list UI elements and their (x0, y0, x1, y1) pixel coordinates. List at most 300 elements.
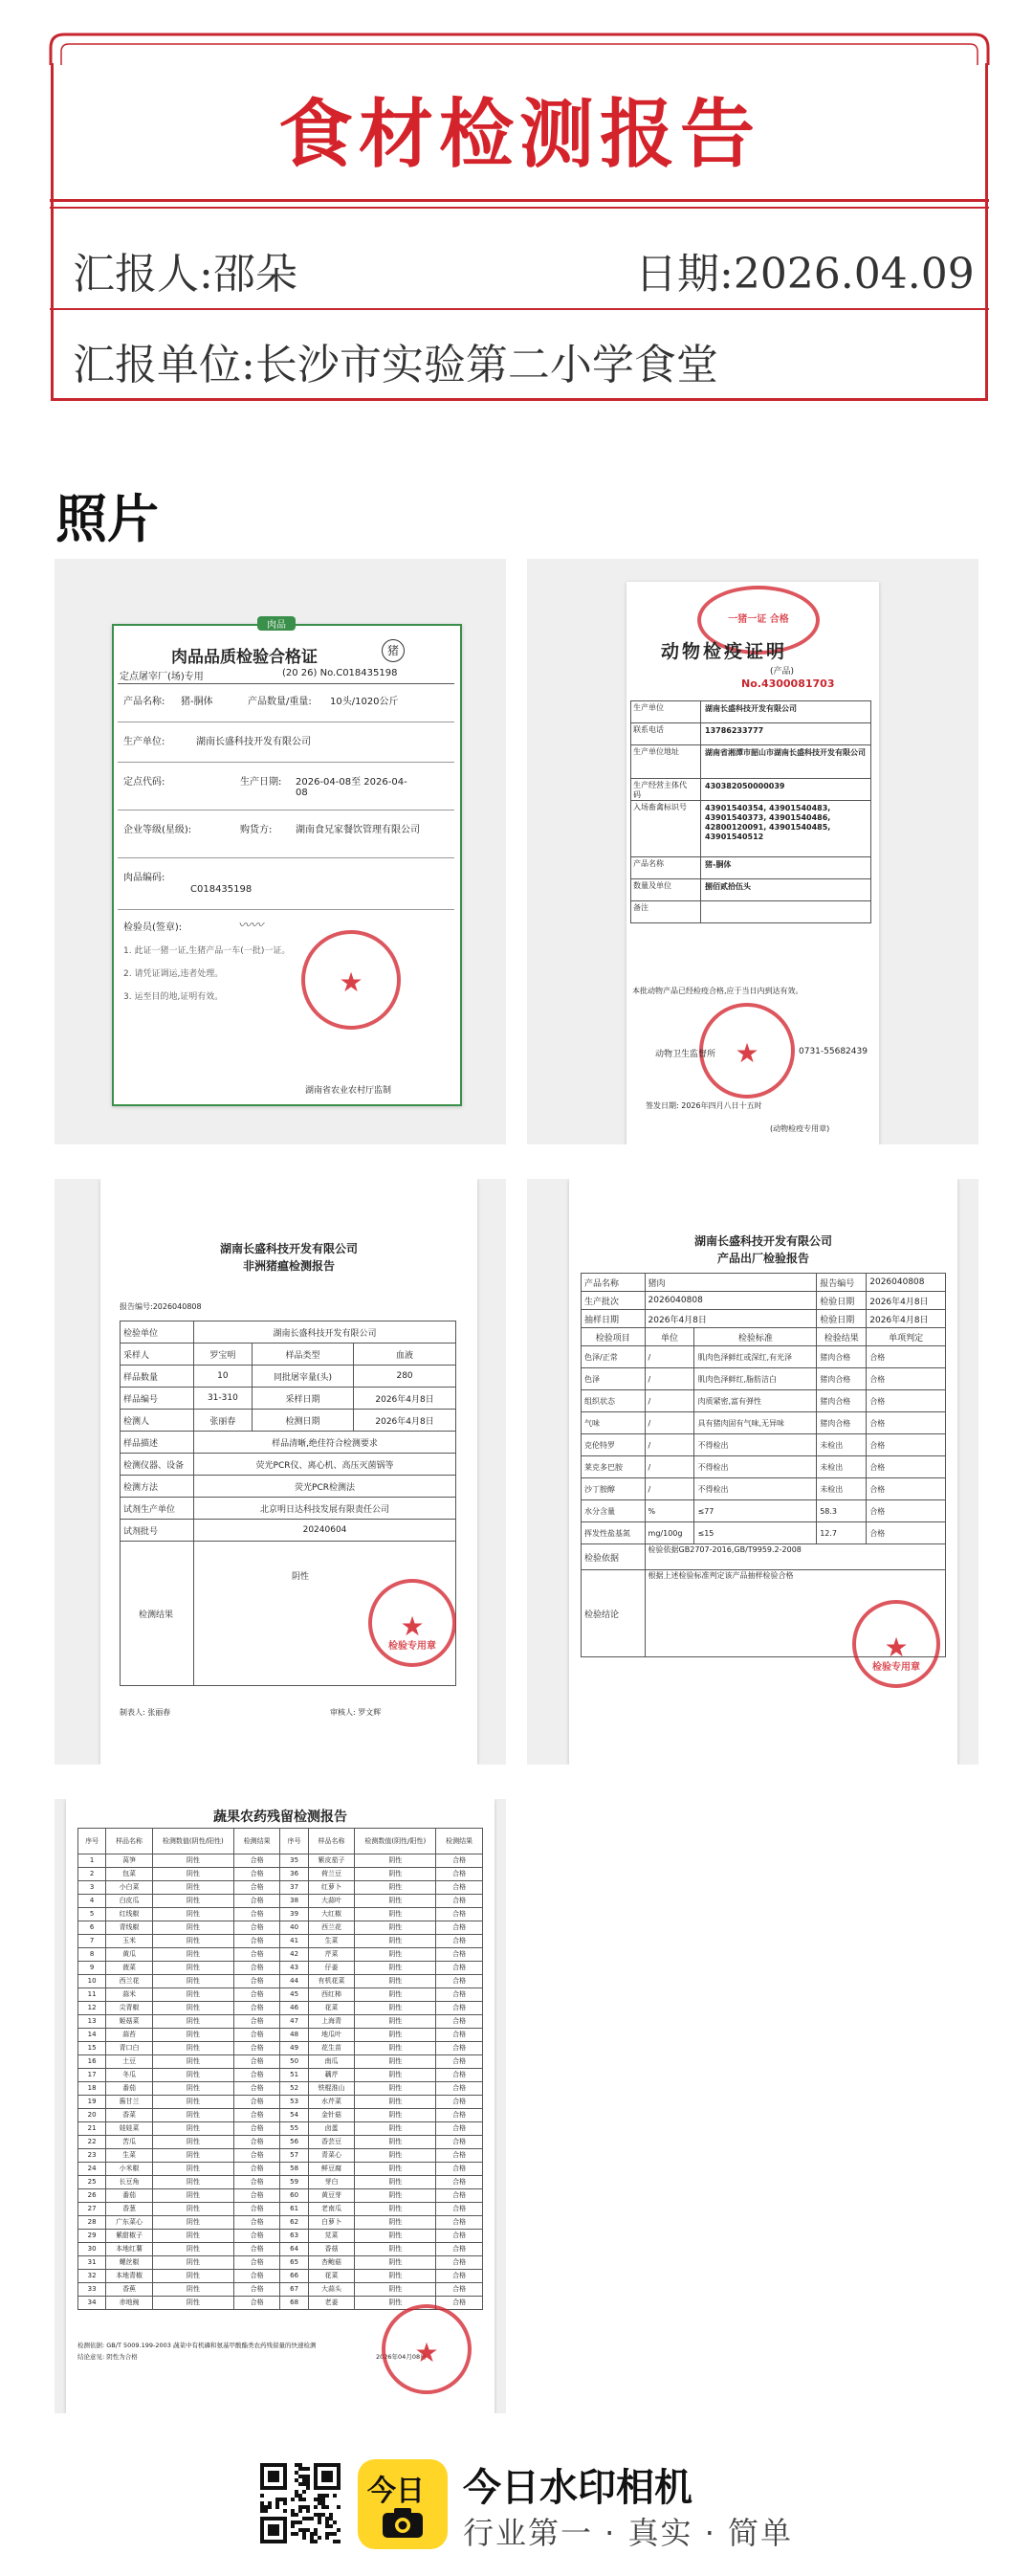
pesticide-cell: 阴性 (152, 2216, 233, 2230)
pesticide-row (78, 2122, 483, 2136)
pesticide-header-cell: 检测结果 (233, 1829, 280, 1854)
pesticide-row (78, 2176, 483, 2189)
pesticide-cell: 合格 (436, 1908, 483, 1921)
pesticide-cell: 地瓜叶 (308, 2029, 355, 2042)
pesticide-cell: 合格 (233, 2002, 280, 2015)
cert-subtitle: 定点屠宰厂(场)专用 (120, 672, 204, 682)
pesticide-row (78, 1935, 483, 1948)
pesticide-cell: 阴性 (152, 2109, 233, 2122)
pesticide-cell: 冬瓜 (106, 2069, 153, 2082)
factory-item-row (582, 1346, 946, 1368)
pesticide-row (78, 1948, 483, 1962)
pesticide-cell: 螺丝椒 (106, 2256, 153, 2270)
factory-item-row (582, 1500, 946, 1522)
pesticide-cell: 合格 (436, 2243, 483, 2256)
pesticide-table (77, 1828, 483, 2310)
cert-note-3: 3. 运至目的地,证明有效。 (123, 992, 224, 1002)
pesticide-cell: 合格 (233, 2096, 280, 2109)
pesticide-cell: 15 (78, 2042, 106, 2055)
pesticide-row (78, 2283, 483, 2297)
factory-cell: 检验项目 (582, 1328, 646, 1346)
photo-animal-quarantine[interactable] (527, 559, 978, 1144)
quarantine-row-key: 数量及单位 (633, 881, 671, 890)
pesticide-row (78, 2189, 483, 2203)
pesticide-cell: 阴性 (355, 1935, 436, 1948)
factory-cell: / (645, 1390, 694, 1412)
pesticide-cell: 合格 (233, 2015, 280, 2029)
pesticide-cell: 老南瓜 (308, 2203, 355, 2216)
asf-row (121, 1366, 456, 1388)
pesticide-header-cell: 检测数值(阴性/阳性) (355, 1829, 436, 1854)
pesticide-cell: 阴性 (355, 2230, 436, 2243)
factory-cell: 合格 (867, 1522, 946, 1544)
pesticide-cell: 47 (280, 2015, 308, 2029)
quarantine-subtitle: (产品) (770, 667, 795, 677)
pesticide-cell: 31 (78, 2256, 106, 2270)
pesticide-cell: 58 (280, 2163, 308, 2176)
factory-cell: 不得检出 (694, 1434, 817, 1456)
pesticide-cell: 合格 (233, 2189, 280, 2203)
pesticide-cell: 紫甜椒子 (106, 2230, 153, 2243)
pesticide-cell: 合格 (436, 2122, 483, 2136)
asf-red-stamp: ★ 检验专用章 (368, 1579, 456, 1667)
quarantine-row (630, 901, 871, 923)
pesticide-cell: 合格 (233, 1895, 280, 1908)
pesticide-cell: 阴性 (152, 2042, 233, 2055)
factory-cell: 猪肉合格 (817, 1368, 867, 1390)
qr-code-icon[interactable] (256, 2459, 344, 2547)
factory-cell: 2026年4月8日 (645, 1310, 817, 1328)
pesticide-cell: 合格 (436, 1881, 483, 1895)
pesticide-cell: 阴性 (355, 2149, 436, 2163)
factory-cell: 合格 (867, 1368, 946, 1390)
pesticide-cell: 阴性 (355, 2096, 436, 2109)
pesticide-cell: 青口白 (106, 2042, 153, 2055)
pesticide-cell: 阴性 (355, 2042, 436, 2055)
pesticide-cell: 合格 (233, 1921, 280, 1935)
factory-cell: 合格 (867, 1500, 946, 1522)
pesticide-row (78, 2096, 483, 2109)
pesticide-cell: 44 (280, 1975, 308, 1988)
pesticide-row (78, 2015, 483, 2029)
factory-cell: 组织状态 (582, 1390, 646, 1412)
pesticide-cell: 合格 (233, 2283, 280, 2297)
quarantine-row-value: 湖南省湘潭市韶山市湖南长盛科技开发有限公司 (700, 745, 868, 778)
title-divider (50, 199, 989, 202)
pesticide-row (78, 1921, 483, 1935)
pesticide-cell: 合格 (233, 2256, 280, 2270)
factory-cell: 产品名称 (582, 1274, 646, 1292)
pesticide-cell: 合格 (233, 1975, 280, 1988)
pesticide-title: 蔬果农药残留检测报告 (213, 1810, 347, 1825)
pesticide-cell: 合格 (436, 2002, 483, 2015)
factory-cell: 莱克多巴胺 (582, 1456, 646, 1478)
quarantine-title: 动物检疫证明 (661, 641, 788, 662)
pesticide-cell: 26 (78, 2189, 106, 2203)
pesticide-cell: 阴性 (355, 2256, 436, 2270)
pesticide-cell: 蒜米 (106, 1988, 153, 2002)
pesticide-cell: 南瓜 (308, 2055, 355, 2069)
pesticide-cell: 27 (78, 2203, 106, 2216)
asf-paper (100, 1179, 477, 1765)
pesticide-cell: 西兰花 (106, 1975, 153, 1988)
factory-header-row (582, 1274, 946, 1292)
cert-producer-value: 湖南长盛科技开发有限公司 (196, 737, 311, 747)
reporter-label: 汇报人:邵朵 (73, 250, 297, 299)
factory-cell: 合格 (867, 1346, 946, 1368)
pesticide-cell: 阴性 (355, 2243, 436, 2256)
pesticide-cell: 蒜苔 (106, 2029, 153, 2042)
pesticide-cell: 长豆角 (106, 2176, 153, 2189)
pesticide-cell: 阴性 (355, 1854, 436, 1868)
pesticide-cell: 合格 (233, 2055, 280, 2069)
cert-code-value: C018435198 (190, 884, 253, 895)
pesticide-cell: 生菜 (106, 2149, 153, 2163)
asf-reviewer: 审核人: 罗文辉 (330, 1708, 382, 1717)
pesticide-cell: 铁棍淮山 (308, 2082, 355, 2096)
factory-cell: 猪肉 (645, 1274, 817, 1292)
asf-cell: 罗宝明 (194, 1344, 253, 1366)
pesticide-row (78, 2230, 483, 2243)
pesticide-cell: 阴性 (355, 1868, 436, 1881)
asf-cell: 2026年4月8日 (354, 1410, 456, 1432)
header-frame-ornament (48, 29, 991, 67)
pesticide-cell: 阴性 (355, 2122, 436, 2136)
pesticide-cell: 13 (78, 2015, 106, 2029)
pesticide-cell: 39 (280, 1908, 308, 1921)
asf-cell: 检测仪器、设备 (121, 1454, 194, 1476)
pesticide-cell: 62 (280, 2216, 308, 2230)
camera-icon (381, 2507, 425, 2540)
pesticide-cell: 30 (78, 2243, 106, 2256)
pesticide-cell: 阴性 (152, 1881, 233, 1895)
factory-cell: / (645, 1456, 694, 1478)
quarantine-row (630, 879, 871, 901)
pesticide-cell: 阴性 (152, 2176, 233, 2189)
pesticide-row (78, 2149, 483, 2163)
asf-cell: 荧光PCR仪、离心机、高压灭菌锅等 (194, 1454, 456, 1476)
pesticide-cell: 阴性 (152, 2122, 233, 2136)
quarantine-red-stamp: ★ (699, 1003, 795, 1099)
factory-cell: 猪肉合格 (817, 1346, 867, 1368)
factory-cell: ≤15 (694, 1522, 817, 1544)
photo-pesticide-report[interactable] (55, 1799, 506, 2413)
pesticide-row (78, 1854, 483, 1868)
quarantine-row-value (700, 901, 868, 922)
pesticide-cell: 本地红薯 (106, 2243, 153, 2256)
pesticide-cell: 合格 (233, 2136, 280, 2149)
pesticide-cell: 芽白 (308, 2176, 355, 2189)
factory-item-row (582, 1390, 946, 1412)
factory-cell: 2026年4月8日 (867, 1292, 946, 1310)
asf-cell: 同批屠宰量(头) (252, 1366, 353, 1388)
pesticide-cell: 66 (280, 2270, 308, 2283)
pesticide-cell: 32 (78, 2270, 106, 2283)
pesticide-cell: 花菜 (308, 2002, 355, 2015)
factory-cell: 肌肉色泽鲜红或深红,有光泽 (694, 1346, 817, 1368)
pesticide-cell: 合格 (436, 1948, 483, 1962)
pesticide-header-cell: 序号 (280, 1829, 308, 1854)
factory-cell: 色泽/正常 (582, 1346, 646, 1368)
factory-paper (569, 1179, 957, 1765)
app-icon[interactable] (358, 2459, 448, 2549)
pesticide-cell: 阴性 (152, 2189, 233, 2203)
factory-cell: 合格 (867, 1456, 946, 1478)
pesticide-row (78, 2029, 483, 2042)
cert-badge: 肉品 (257, 616, 296, 631)
quarantine-row (630, 801, 871, 857)
asf-cell: 样品类型 (252, 1344, 353, 1366)
pesticide-cell: 阴性 (152, 1935, 233, 1948)
pesticide-cell: 阴性 (152, 2055, 233, 2069)
asf-cell: 湖南长盛科技开发有限公司 (194, 1321, 456, 1344)
pesticide-cell: 仔姜 (308, 1962, 355, 1975)
pesticide-cell: 合格 (436, 1854, 483, 1868)
pesticide-cell: 阴性 (152, 2243, 233, 2256)
pesticide-cell: 阴性 (355, 1921, 436, 1935)
quarantine-row-value: 430382050000039 (700, 779, 868, 800)
factory-cell: 猪肉合格 (817, 1412, 867, 1434)
pesticide-cell: 3 (78, 1881, 106, 1895)
cert-product-label: 产品名称: (123, 697, 165, 707)
pesticide-header-cell: 样品名称 (308, 1829, 355, 1854)
pesticide-cell: 阴性 (152, 1962, 233, 1975)
pesticide-cell: 17 (78, 2069, 106, 2082)
cert-grade-label: 企业等级(星级): (123, 825, 192, 835)
pesticide-cell: 阴性 (152, 1868, 233, 1881)
factory-cell: ≤77 (694, 1500, 817, 1522)
pesticide-cell: 阴性 (152, 2297, 233, 2310)
pesticide-cell: 合格 (436, 2230, 483, 2243)
report-title: 食材检测报告 (277, 92, 760, 178)
pesticide-cell: 67 (280, 2283, 308, 2297)
pesticide-cell: 娃娃菜 (106, 2122, 153, 2136)
pesticide-cell: 合格 (233, 1962, 280, 1975)
factory-cell: 未检出 (817, 1456, 867, 1478)
pesticide-cell: 36 (280, 1868, 308, 1881)
report-date: 日期:2026.04.09 (635, 250, 975, 299)
pesticide-cell: 48 (280, 2029, 308, 2042)
pesticide-cell: 合格 (436, 2176, 483, 2189)
factory-header-row (582, 1328, 946, 1346)
pesticide-cell: 菠菜 (106, 1962, 153, 1975)
pesticide-cell: 阴性 (355, 2283, 436, 2297)
asf-cell: 31-310 (194, 1388, 253, 1410)
pesticide-cell: 包菜 (106, 1868, 153, 1881)
pesticide-cell: 37 (280, 1881, 308, 1895)
pesticide-cell: 合格 (436, 2283, 483, 2297)
pesticide-cell: 尖青椒 (106, 2002, 153, 2015)
pesticide-cell: 阴性 (152, 2203, 233, 2216)
pesticide-cell: 阴性 (152, 2283, 233, 2297)
pesticide-cell: 合格 (436, 1988, 483, 2002)
pesticide-cell: 合格 (436, 2256, 483, 2270)
pesticide-cell: 55 (280, 2122, 308, 2136)
pesticide-cell: 合格 (233, 2042, 280, 2055)
cert-red-stamp: ★ (301, 930, 401, 1030)
pesticide-cell: 大蒜叶 (308, 1895, 355, 1908)
pesticide-cell: 阴性 (355, 2176, 436, 2189)
pesticide-row (78, 2042, 483, 2055)
pesticide-cell: 45 (280, 1988, 308, 2002)
factory-cell: 检验日期 (817, 1310, 867, 1328)
pesticide-cell: 赤地豌 (106, 2297, 153, 2310)
asf-title-1: 湖南长盛科技开发有限公司 (219, 1242, 358, 1255)
pesticide-cell: 白皮瓜 (106, 1895, 153, 1908)
pesticide-cell: 番茄 (106, 2082, 153, 2096)
pesticide-cell: 7 (78, 1935, 106, 1948)
factory-title-1: 湖南长盛科技开发有限公司 (693, 1234, 832, 1248)
pesticide-cell: 合格 (233, 2203, 280, 2216)
pesticide-cell: 12 (78, 2002, 106, 2015)
factory-cell: 2026年4月8日 (867, 1310, 946, 1328)
pesticide-row (78, 1988, 483, 2002)
pesticide-cell: 阴性 (152, 2270, 233, 2283)
asf-cell: 血液 (354, 1344, 456, 1366)
asf-row (121, 1476, 456, 1498)
pesticide-cell: 16 (78, 2055, 106, 2069)
pesticide-cell: 花菜 (308, 2270, 355, 2283)
asf-row (121, 1410, 456, 1432)
pesticide-header-cell: 序号 (78, 1829, 106, 1854)
pesticide-cell: 阴性 (152, 1988, 233, 2002)
asf-cell: 张丽春 (194, 1410, 253, 1432)
pesticide-row (78, 2136, 483, 2149)
pesticide-cell: 阴性 (355, 1895, 436, 1908)
asf-cell: 样品数量 (121, 1366, 194, 1388)
pesticide-cell: 卤蛋 (308, 2122, 355, 2136)
pesticide-cell: 阴性 (152, 1948, 233, 1962)
pesticide-cell: 黄瓜 (106, 1948, 153, 1962)
title-divider-2 (50, 207, 989, 209)
certificate-paper (112, 620, 462, 1106)
pesticide-cell: 金针菇 (308, 2109, 355, 2122)
factory-title-2: 产品出厂检验报告 (716, 1252, 809, 1265)
quarantine-row-value: 猪-胴体 (700, 857, 868, 878)
pesticide-cell: 合格 (436, 1975, 483, 1988)
pesticide-cell: 57 (280, 2149, 308, 2163)
factory-cell: 肉质紧密,富有弹性 (694, 1390, 817, 1412)
factory-cell: 肌肉色泽鲜红,脂肪洁白 (694, 1368, 817, 1390)
pesticide-cell: 9 (78, 1962, 106, 1975)
cert-inspector-label: 检验员(签章): (123, 922, 183, 933)
pesticide-cell: 香葱 (106, 2203, 153, 2216)
pesticide-cell: 阴性 (355, 2189, 436, 2203)
factory-red-stamp: ★ 检验专用章 (852, 1600, 940, 1688)
report-header (0, 0, 1033, 411)
pesticide-cell: 阴性 (152, 2149, 233, 2163)
pesticide-cell: 54 (280, 2109, 308, 2122)
pesticide-cell: 阴性 (152, 1908, 233, 1921)
photo-factory-inspection[interactable] (527, 1179, 978, 1765)
pesticide-cell: 64 (280, 2243, 308, 2256)
pesticide-cell: 19 (78, 2096, 106, 2109)
factory-cell: 克伦特罗 (582, 1434, 646, 1456)
pesticide-cell: 芹菜 (308, 1948, 355, 1962)
pesticide-cell: 阴性 (355, 2055, 436, 2069)
quarantine-row (630, 701, 871, 723)
cert-signature: 〰〰 (238, 919, 264, 933)
photo-meat-certificate[interactable] (55, 559, 506, 1144)
cert-buyer-value: 湖南食兄家餐饮管理有限公司 (296, 825, 420, 835)
cert-footer: 湖南省农业农村厅监制 (305, 1086, 392, 1096)
pesticide-cell: 29 (78, 2230, 106, 2243)
asf-cell: 采样日期 (252, 1388, 353, 1410)
pesticide-row (78, 2203, 483, 2216)
pesticide-footer-1: 检测依据: GB/T 5009.199-2003 蔬菜中有机磷和氨基甲酸酯类农药残留量的快速检测 (77, 2342, 317, 2349)
pesticide-cell: 59 (280, 2176, 308, 2189)
asf-signer: 制表人: 张丽春 (120, 1708, 171, 1717)
pesticide-cell: 8 (78, 1948, 106, 1962)
pesticide-cell: 41 (280, 1935, 308, 1948)
factory-cell: 根据上述检验标准判定该产品抽样检验合格 (645, 1570, 945, 1657)
factory-cell: mg/100g (645, 1522, 694, 1544)
factory-cell: 不得检出 (694, 1456, 817, 1478)
photo-asf-report[interactable] (55, 1179, 506, 1765)
pesticide-row (78, 2069, 483, 2082)
asf-cell: 检测日期 (252, 1410, 353, 1432)
quarantine-row-key: 生产单位 (633, 703, 664, 712)
pesticide-header-cell: 检测结果 (436, 1829, 483, 1854)
pesticide-cell: 合格 (436, 2096, 483, 2109)
cert-note-2: 2. 请凭证调运,违者处理。 (123, 969, 224, 979)
pesticide-cell: 土豆 (106, 2055, 153, 2069)
pesticide-cell: 花生苗 (308, 2042, 355, 2055)
pesticide-cell: 合格 (436, 2270, 483, 2283)
pesticide-cell: 63 (280, 2230, 308, 2243)
pesticide-cell: 白萝卜 (308, 2216, 355, 2230)
pesticide-cell: 阴性 (355, 1975, 436, 1988)
pesticide-cell: 阴性 (152, 2002, 233, 2015)
factory-cell: / (645, 1412, 694, 1434)
pesticide-cell: 合格 (233, 1908, 280, 1921)
factory-summary-row (582, 1544, 946, 1570)
pesticide-cell: 合格 (436, 1935, 483, 1948)
pesticide-cell: 西红柿 (308, 1988, 355, 2002)
factory-cell: 检验结果 (817, 1328, 867, 1346)
asf-cell: 样品清晰,绝佳符合检测要求 (194, 1432, 456, 1454)
pesticide-cell: 合格 (436, 2029, 483, 2042)
pesticide-cell: 合格 (233, 2216, 280, 2230)
pesticide-cell: 阴性 (152, 2015, 233, 2029)
quarantine-issue-date: 签发日期: 2026年四月八日十五时 (646, 1101, 762, 1110)
pesticide-cell: 苋菜 (308, 2230, 355, 2243)
asf-cell: 荧光PCR检测法 (194, 1476, 456, 1498)
factory-item-row (582, 1522, 946, 1544)
pesticide-cell: 合格 (233, 2297, 280, 2310)
cert-qty-label: 产品数量/重量: (248, 697, 312, 707)
pesticide-cell: 合格 (233, 2243, 280, 2256)
factory-item-row (582, 1412, 946, 1434)
info-divider (50, 308, 989, 310)
pesticide-cell: 合格 (233, 2122, 280, 2136)
pesticide-row (78, 2002, 483, 2015)
pesticide-cell: 1 (78, 1854, 106, 1868)
pesticide-cell: 小米椒 (106, 2163, 153, 2176)
app-slogan: 行业第一 · 真实 · 简单 (463, 2515, 794, 2551)
asf-result-value: 阴性 (292, 1572, 310, 1582)
pesticide-cell: 合格 (233, 2149, 280, 2163)
pesticide-cell: 玉米 (106, 1935, 153, 1948)
asf-cell: 样品编号 (121, 1388, 194, 1410)
pesticide-cell: 阴性 (152, 2082, 233, 2096)
quarantine-table (630, 700, 871, 923)
factory-cell: / (645, 1478, 694, 1500)
pesticide-cell: 青线椒 (106, 1921, 153, 1935)
pesticide-cell: 阴性 (355, 2029, 436, 2042)
cert-pig-mark: 猪 (382, 639, 405, 662)
pesticide-cell: 阴性 (152, 2096, 233, 2109)
